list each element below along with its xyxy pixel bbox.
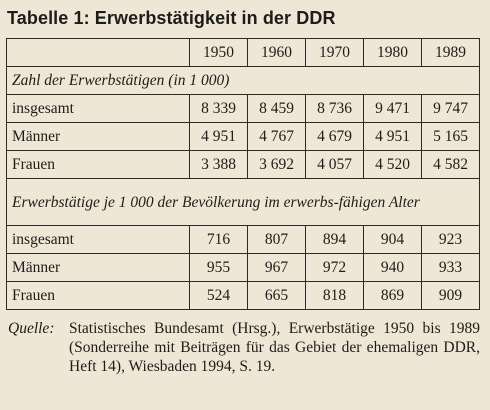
table-cell: 9 471	[364, 95, 422, 123]
row-label: insgesamt	[7, 226, 190, 254]
year-header-1970: 1970	[306, 39, 364, 67]
year-header-1989: 1989	[422, 39, 480, 67]
table-cell: 807	[248, 226, 306, 254]
table-cell: 4 951	[190, 123, 248, 151]
section-heading-row	[7, 67, 480, 95]
row-label: Frauen	[7, 282, 190, 310]
table-cell: 8 459	[248, 95, 306, 123]
row-label: Frauen	[7, 151, 190, 179]
table-cell: 4 520	[364, 151, 422, 179]
year-header-row	[7, 39, 480, 67]
table-cell: 894	[306, 226, 364, 254]
table-row	[7, 254, 480, 282]
table-title: Tabelle 1: Erwerbstätigkeit in der DDR	[7, 8, 336, 28]
year-header-1980: 1980	[364, 39, 422, 67]
table-cell: 904	[364, 226, 422, 254]
table-cell: 909	[422, 282, 480, 310]
table-cell: 3 692	[248, 151, 306, 179]
table-row	[7, 151, 480, 179]
header-corner-cell	[7, 39, 190, 67]
table-cell: 3 388	[190, 151, 248, 179]
table-cell: 716	[190, 226, 248, 254]
table-row	[7, 123, 480, 151]
section-heading-absolute: Zahl der Erwerbstätigen (in 1 000)	[7, 67, 480, 95]
table-cell: 665	[248, 282, 306, 310]
table-cell: 923	[422, 226, 480, 254]
table-cell: 4 767	[248, 123, 306, 151]
table-cell: 940	[364, 254, 422, 282]
table-cell: 8 339	[190, 95, 248, 123]
row-label: insgesamt	[7, 95, 190, 123]
table-cell: 967	[248, 254, 306, 282]
table-cell: 9 747	[422, 95, 480, 123]
source-label: Quelle:	[8, 320, 55, 337]
table-cell: 972	[306, 254, 364, 282]
table-cell: 955	[190, 254, 248, 282]
table-cell: 4 679	[306, 123, 364, 151]
table-cell: 933	[422, 254, 480, 282]
table-cell: 4 057	[306, 151, 364, 179]
table-cell: 8 736	[306, 95, 364, 123]
year-header-1960: 1960	[248, 39, 306, 67]
table-cell: 4 582	[422, 151, 480, 179]
source-text: Statistisches Bundesamt (Hrsg.), Erwerbstätige 1950 bis 1989 (Sonderreihe mit Beiträgen für das Gebiet der ehemaligen DDR, Heft 14), Wiesbaden 1994, S. 19.	[69, 320, 480, 375]
table-row	[7, 282, 480, 310]
table-cell: 524	[190, 282, 248, 310]
table-row	[7, 95, 480, 123]
section-heading-row	[7, 179, 480, 226]
table-cell: 4 951	[364, 123, 422, 151]
row-label: Männer	[7, 123, 190, 151]
year-header-1950: 1950	[190, 39, 248, 67]
table-cell: 818	[306, 282, 364, 310]
table-cell: 5 165	[422, 123, 480, 151]
section-heading-rate: Erwerbstätige je 1 000 der Bevölkerung im erwerbs-fähigen Alter	[7, 179, 480, 226]
table-cell: 869	[364, 282, 422, 310]
row-label: Männer	[7, 254, 190, 282]
employment-table	[6, 38, 480, 310]
table-row	[7, 226, 480, 254]
